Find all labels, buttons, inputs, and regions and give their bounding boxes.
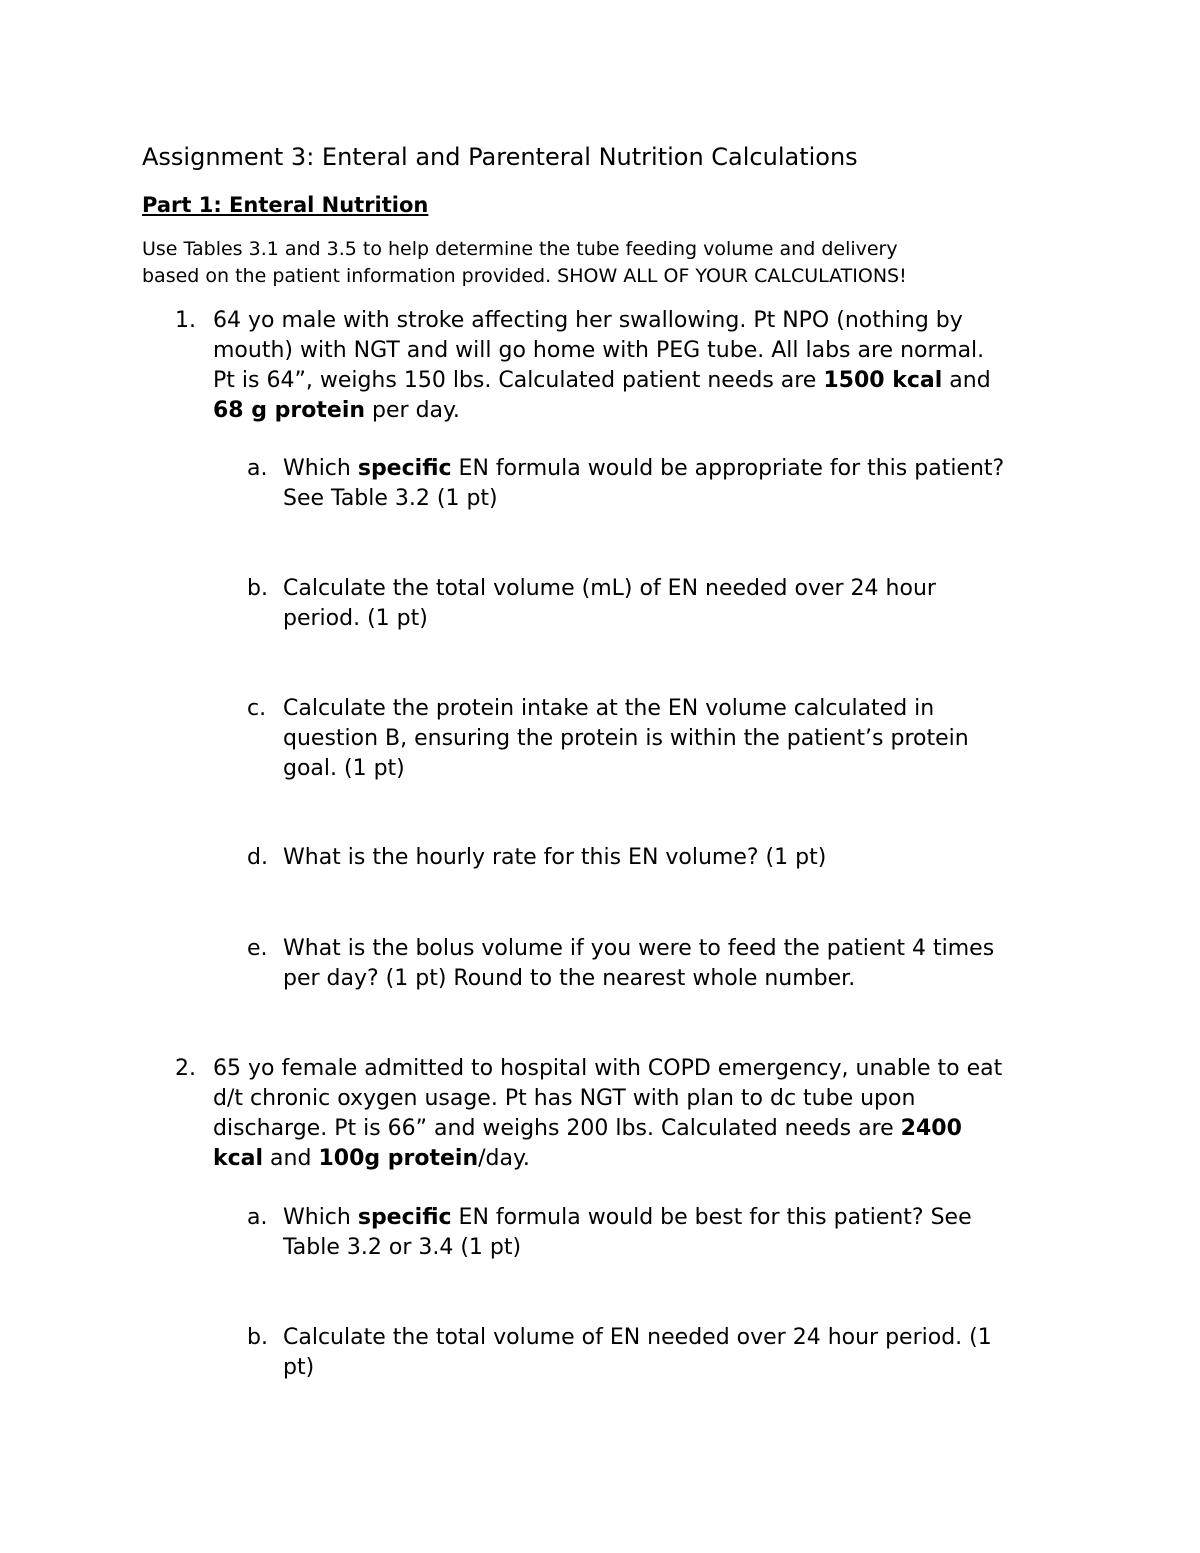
question-line: Pt is 64”, weighs 150 lbs. Calculated patient needs are 1500 kcal and [213,368,991,393]
question-line: 64 yo male with stroke affecting her swallowing. Pt NPO (nothing by [213,308,963,333]
question-1a-text: Which specific EN formula would be appropriate for this patient? See Table 3.2 (1 pt) [283,456,1005,511]
question-2b-text: Calculate the total volume of EN needed over 24 hour period. (1 pt) [283,1325,992,1380]
protein-need: 100g protein [318,1146,479,1171]
question-1-text [213,306,1093,426]
question-2a-text: Which specific EN formula would be best for this patient? See Table 3.2 or 3.4 (1 pt) [283,1205,972,1260]
kcal-unit: kcal [213,1146,264,1171]
emphasis-specific: specific [357,456,452,481]
question-1b-letter: b. [247,576,268,601]
question-1e-text: What is the bolus volume if you were to feed the patient 4 times per day? (1 pt) Round to the nearest whole number. [283,936,995,991]
emphasis-specific: specific [357,1205,452,1230]
question-2-text [213,1054,1093,1174]
kcal-need: 1500 kcal [823,368,943,393]
question-2b-letter: b. [247,1325,268,1350]
instructions-line: Use Tables 3.1 and 3.5 to help determine the tube feeding volume and delivery [142,238,898,260]
question-line: kcal and 100g protein/day. [213,1146,530,1171]
question-line: d/t chronic oxygen usage. Pt has NGT with plan to dc tube upon [213,1086,916,1111]
question-line: mouth) with NGT and will go home with PEG tube. All labs are normal. [213,338,985,363]
kcal-need: 2400 [900,1116,962,1141]
question-1a-letter: a. [247,456,268,481]
question-1-number: 1. [175,308,196,333]
question-1e-letter: e. [247,936,268,961]
question-1c-text: Calculate the protein intake at the EN volume calculated in question B, ensuring the protein is within the patient’s protein goal. (1 pt) [283,696,969,781]
question-line: 65 yo female admitted to hospital with COPD emergency, unable to eat [213,1056,1003,1081]
instructions-line: based on the patient information provided. SHOW ALL OF YOUR CALCULATIONS! [142,265,907,287]
question-1d-letter: d. [247,845,268,870]
question-1b-text: Calculate the total volume (mL) of EN needed over 24 hour period. (1 pt) [283,576,936,631]
question-line: discharge. Pt is 66” and weighs 200 lbs. Calculated needs are 2400 [213,1116,962,1141]
question-1d-text: What is the hourly rate for this EN volume? (1 pt) [283,845,827,870]
question-2-number: 2. [175,1056,196,1081]
part-1-heading: Part 1: Enteral Nutrition [142,193,429,217]
question-1c-letter: c. [247,696,267,721]
assignment-title: Assignment 3: Enteral and Parenteral Nutrition Calculations [142,143,858,171]
instructions-paragraph [142,236,1042,290]
protein-need: 68 g protein [213,398,366,423]
question-line: 68 g protein per day. [213,398,460,423]
question-2a-letter: a. [247,1205,268,1230]
